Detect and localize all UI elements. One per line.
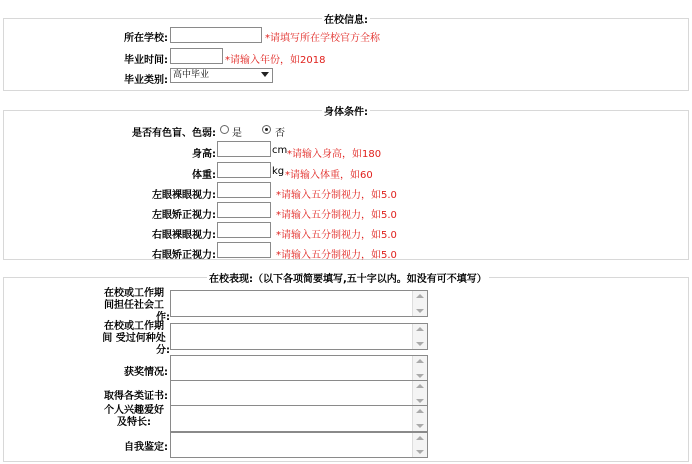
scrollbar[interactable]: [412, 406, 427, 431]
grad-type-selected-value: 高中毕业: [173, 70, 210, 80]
weight-label: 体重:: [192, 170, 216, 181]
grad-time-label: 毕业时间:: [124, 55, 168, 66]
right-corrected-label: 右眼矫正视力:: [152, 250, 216, 261]
grad-type-select[interactable]: [170, 68, 273, 83]
scroll-up-icon: [416, 327, 424, 331]
height-input[interactable]: [217, 141, 271, 157]
height-label: 身高:: [192, 149, 216, 160]
social-work-textarea[interactable]: [170, 290, 428, 317]
weight-hint: *请输入体重，如60: [285, 170, 373, 181]
school-hint: *请填写所在学校官方全称: [265, 33, 380, 44]
scroll-up-icon: [416, 359, 424, 363]
social-work-label: 在校或工作期 间担任社会工 作:: [104, 288, 170, 323]
punishment-textarea[interactable]: [170, 323, 428, 350]
left-naked-input[interactable]: [217, 182, 271, 198]
scroll-up-icon: [416, 436, 424, 440]
awards-label: 获奖情况:: [124, 367, 168, 378]
right-corrected-input[interactable]: [217, 242, 271, 258]
colorblind-yes-radio[interactable]: [220, 125, 229, 134]
colorblind-no-radio[interactable]: [262, 125, 271, 134]
colorblind-yes-label: 是: [232, 128, 242, 139]
school-input[interactable]: [170, 27, 262, 43]
scrollbar[interactable]: [412, 356, 427, 381]
right-naked-label: 右眼裸眼视力:: [152, 230, 216, 241]
left-naked-hint: *请输入五分制视力，如5.0: [276, 190, 397, 201]
grad-type-label: 毕业类别:: [124, 75, 168, 86]
scrollbar[interactable]: [412, 433, 427, 457]
weight-unit: kg: [272, 166, 285, 177]
self-evaluation-label: 自我鉴定:: [124, 442, 168, 453]
left-corrected-label: 左眼矫正视力:: [152, 210, 216, 221]
scroll-up-icon: [416, 409, 424, 413]
certificates-label: 取得各类证书:: [104, 391, 168, 402]
height-hint: *请输入身高，如180: [287, 149, 382, 160]
chevron-down-icon: [261, 72, 269, 77]
scroll-down-icon: [416, 399, 424, 403]
certificates-textarea[interactable]: [170, 380, 428, 407]
scrollbar[interactable]: [412, 381, 427, 406]
scroll-down-icon: [416, 342, 424, 346]
grad-time-hint: *请输入年份，如2018: [225, 55, 326, 66]
hobbies-textarea[interactable]: [170, 405, 428, 432]
school-info-legend: 在校信息:: [324, 15, 368, 26]
right-naked-hint: *请输入五分制视力，如5.0: [276, 230, 397, 241]
left-corrected-hint: *请输入五分制视力，如5.0: [276, 210, 397, 221]
right-corrected-hint: *请输入五分制视力，如5.0: [276, 250, 397, 261]
height-unit: cm: [272, 145, 288, 156]
awards-textarea[interactable]: [170, 355, 428, 382]
hobbies-label: 个人兴趣爱好 及特长:: [104, 405, 164, 428]
left-corrected-input[interactable]: [217, 202, 271, 218]
right-naked-input[interactable]: [217, 222, 271, 238]
school-label: 所在学校:: [124, 33, 168, 44]
scroll-down-icon: [416, 424, 424, 428]
scroll-down-icon: [416, 309, 424, 313]
performance-legend: 在校表现:（以下各项简要填写,五十字以内。如没有可不填写）: [209, 274, 487, 285]
left-naked-label: 左眼裸眼视力:: [152, 190, 216, 201]
scroll-up-icon: [416, 384, 424, 388]
scrollbar[interactable]: [412, 324, 427, 349]
colorblind-no-label: 否: [275, 128, 285, 139]
scroll-down-icon: [416, 450, 424, 454]
scroll-up-icon: [416, 294, 424, 298]
grad-time-input[interactable]: [170, 48, 223, 64]
punishment-label: 在校或工作期 间 受过何种处 分:: [102, 321, 170, 356]
colorblind-label: 是否有色盲、色弱:: [132, 128, 216, 139]
body-info-legend: 身体条件:: [324, 107, 368, 118]
self-evaluation-textarea[interactable]: [170, 432, 428, 458]
weight-input[interactable]: [217, 162, 271, 178]
scroll-down-icon: [416, 374, 424, 378]
scrollbar[interactable]: [412, 291, 427, 316]
